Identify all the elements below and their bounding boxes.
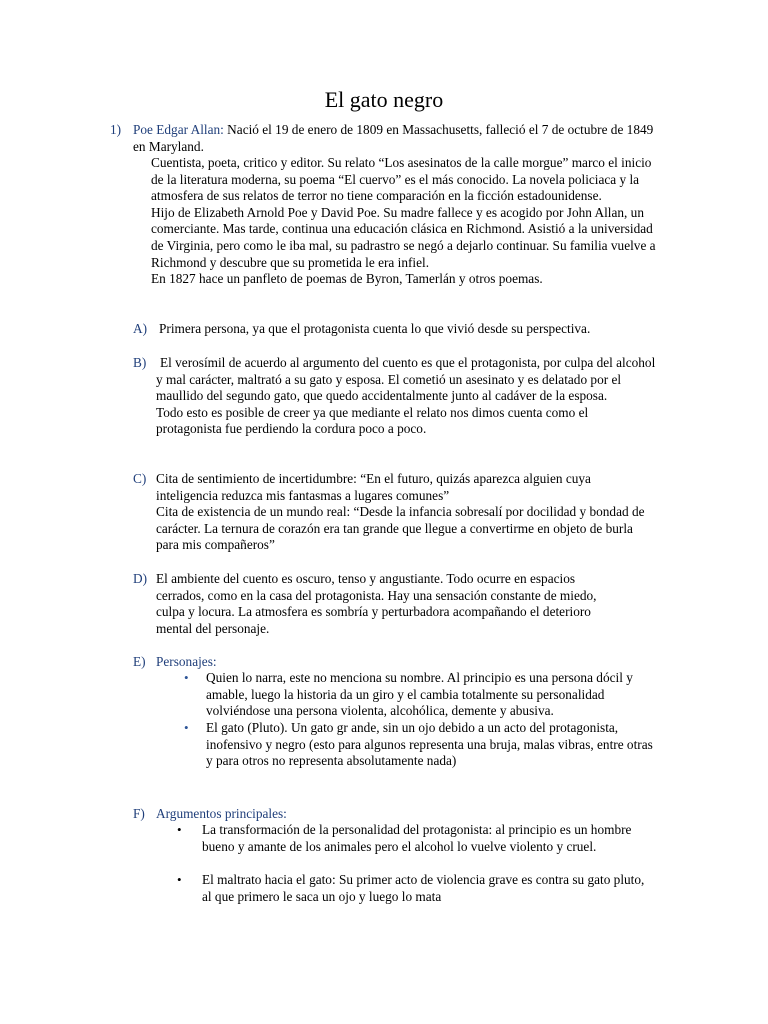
- bio-paragraph: Cuentista, poeta, critico y editor. Su relato “Los asesinatos de la calle morgue” marco el inicio de la literatura moderna, su poema “El cuervo” es el más conocido. La novela policiaca y la atmosfera de sus relatos de terror no tiene comparación en la ficción estadounidense.: [151, 155, 652, 204]
- character-item: El gato (Pluto). Un gato gr ande, sin un ojo debido a un acto del protagonista, inofensivo y negro (esto para algunos representa una bruja, malas vibras, entre otras y para otros no representa absolutamente nada): [206, 720, 653, 769]
- item-c-quote-2: Cita de existencia de un mundo real: “Desde la infancia sobresalí por docilidad y bondad de carácter. La ternura de corazón era tan grande que llegue a convertirme en objeto de burla para mis compañeros”: [156, 504, 645, 553]
- item-b-text-2: Todo esto es posible de creer ya que mediante el relato nos dimos cuenta como el protagonista fue perdiendo la cordura poco a poco.: [156, 404, 589, 437]
- item-a-marker: A): [133, 321, 148, 336]
- item-e-heading: Personajes:: [156, 654, 217, 669]
- argument-item: El maltrato hacia el gato: Su primer acto de violencia grave es contra su gato pluto, al que primero le saca un ojo y luego lo mata: [202, 872, 645, 904]
- item-b-text: El verosímil de acuerdo al argumento del cuento es que el protagonista, por culpa del alcohol y mal carácter, maltrató a su gato y esposa. El cometió un asesinato y es delatado por el maullido del segundo gato, que quedo accidentalmente junto al cadáver de la esposa.: [156, 355, 656, 404]
- section-1-number: 1): [110, 122, 122, 137]
- section-1-heading: Poe Edgar Allan:: [133, 122, 224, 137]
- item-d-text: El ambiente del cuento es oscuro, tenso y angustiante. Todo ocurre en espacios cerrados, como en la casa del protagonista. Hay una sensación constante de miedo, culpa y locura. La atmosfera es sombría y perturbadora acompañando el deterioro mental del personaje.: [156, 571, 597, 636]
- item-c-body: [156, 471, 651, 554]
- item-b-marker: B): [133, 355, 147, 370]
- item-b-body: [156, 355, 656, 438]
- bio-paragraph: En 1827 hace un panfleto de poemas de Byron, Tamerlán y otros poemas.: [151, 271, 543, 287]
- item-f-heading: Argumentos principales:: [156, 806, 287, 821]
- item-c-quote-1: Cita de sentimiento de incertidumbre: “En el futuro, quizás aparezca alguien cuya inteligencia reduzca mis fantasmas a lugares comunes”: [156, 471, 591, 503]
- item-f-marker: F): [133, 806, 145, 821]
- item-a-text: Primera persona, ya que el protagonista cuenta lo que vivió desde su perspectiva.: [159, 321, 591, 336]
- section-1-intro-text: Nació el 19 de enero de 1809 en Massachusetts, falleció el 7 de octubre de 1849 en Maryland.: [133, 122, 654, 154]
- section-1-body: [151, 155, 661, 288]
- bullet-icon: •: [184, 670, 189, 685]
- item-d-marker: D): [133, 571, 148, 586]
- item-c-marker: C): [133, 471, 147, 486]
- document-title: El gato negro: [324, 87, 444, 112]
- bio-paragraph: Hijo de Elizabeth Arnold Poe y David Poe. Su madre fallece y es acogido por John Allan, un comerciante. Mas tarde, continua una educación clásica en Richmond. Asistió a la universidad de Virginia, pero como le iba mal, su padrastro se negó a dejarlo continuar. Su familia vuelve a Richmond y descubre que su prometida le era infiel.: [151, 204, 656, 270]
- character-item: Quien lo narra, este no menciona su nombre. Al principio es una persona dócil y amable, luego la historia da un giro y el cambia totalmente su personalidad volviéndose una persona violenta, alcohólica, demente y abusiva.: [206, 670, 633, 719]
- argument-item: La transformación de la personalidad del protagonista: al principio es un hombre bueno y amante de los animales pero el alcohol lo vuelve violento y cruel.: [202, 822, 632, 854]
- bullet-icon: •: [177, 822, 182, 837]
- section-1-intro: [133, 122, 661, 155]
- bullet-icon: •: [184, 720, 189, 735]
- item-e-marker: E): [133, 654, 146, 669]
- bullet-icon: •: [177, 872, 182, 887]
